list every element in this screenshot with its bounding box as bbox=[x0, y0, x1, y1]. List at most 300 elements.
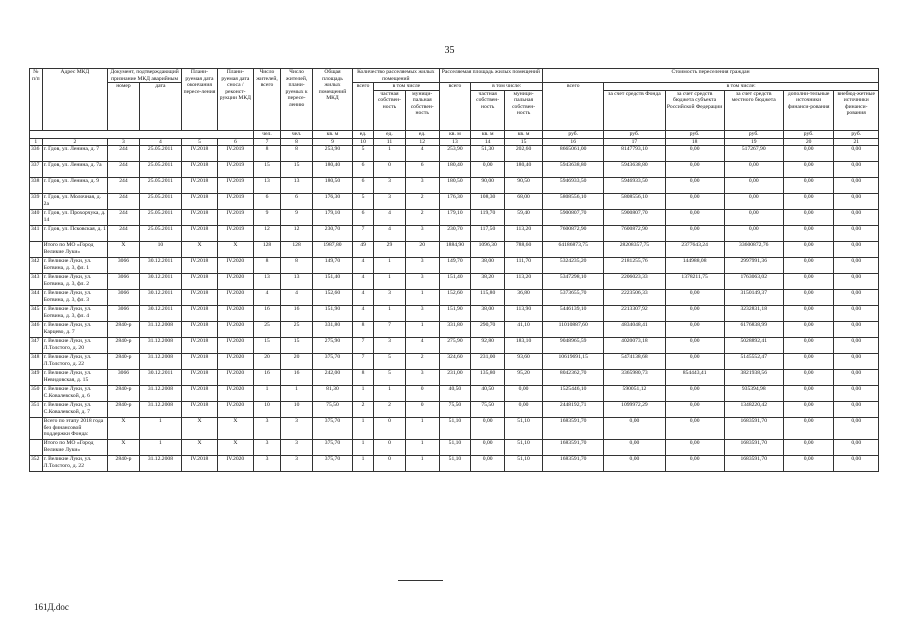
table-cell: 64186873,75 bbox=[543, 242, 604, 258]
units-row bbox=[30, 130, 879, 138]
column-number-cell: 15 bbox=[505, 138, 543, 146]
table-cell: 1525446,10 bbox=[543, 386, 604, 402]
table-cell: IV.2020 bbox=[217, 274, 253, 290]
residents-planned-header: Число жителей, плани-руемых к пересе-лению bbox=[281, 69, 313, 131]
table-cell: 149,70 bbox=[312, 258, 352, 274]
table-cell: 231,00 bbox=[471, 354, 505, 370]
table-cell: 3 bbox=[281, 456, 313, 472]
table-cell: 0,00 bbox=[604, 418, 665, 440]
table-cell: 1 bbox=[353, 418, 374, 440]
table-cell: 10 bbox=[253, 402, 280, 418]
table-cell: 75,50 bbox=[471, 402, 505, 418]
table-cell: 1 bbox=[405, 440, 439, 456]
doc-number-header: номер bbox=[108, 83, 140, 131]
table-cell: 5946933,50 bbox=[543, 178, 604, 194]
table-cell: 8 bbox=[253, 258, 280, 274]
table-cell: 8042362,70 bbox=[543, 370, 604, 386]
table-cell: 517267,90 bbox=[724, 146, 783, 162]
count-private-header: частная собствен-ность bbox=[374, 90, 406, 130]
table-cell: 31.12.2008 bbox=[139, 354, 181, 370]
table-cell: 3066 bbox=[108, 258, 140, 274]
table-cell: 152,60 bbox=[312, 290, 352, 306]
table-cell: 4020073,18 bbox=[604, 338, 665, 354]
table-cell: 176,30 bbox=[439, 194, 471, 210]
address-cell: г. Великие Луки, ул. Ботвина, д. 3, фл. 1 bbox=[42, 258, 107, 274]
unit-cell: руб. bbox=[604, 130, 665, 138]
table-cell: 31.12.2008 bbox=[139, 402, 181, 418]
table-cell: IV.2018 bbox=[182, 210, 218, 226]
address-cell: г. Великие Луки, ул. Л.Толстого, д. 20 bbox=[42, 338, 107, 354]
table-cell: 33600872,76 bbox=[724, 242, 783, 258]
planned-demolition-header: Плани-руемая дата сноса / реконст-рукции МКД bbox=[217, 69, 253, 131]
table-cell: 4 bbox=[405, 338, 439, 354]
table-cell: 0,00 bbox=[505, 402, 543, 418]
table-cell: 375,70 bbox=[312, 418, 352, 440]
table-cell: 38,20 bbox=[471, 274, 505, 290]
table-cell: 2840-р bbox=[108, 386, 140, 402]
column-number-cell: 13 bbox=[439, 138, 471, 146]
unit-cell: чел. bbox=[281, 130, 313, 138]
table-cell: 253,90 bbox=[439, 146, 471, 162]
table-cell: 11010887,60 bbox=[543, 322, 604, 338]
table-cell: 0,00 bbox=[665, 178, 724, 194]
table-cell: X bbox=[108, 418, 140, 440]
table-cell: 5946933,50 bbox=[604, 178, 665, 194]
table-cell: 144988,08 bbox=[665, 258, 724, 274]
table-cell: 0,00 bbox=[604, 456, 665, 472]
row-number-cell bbox=[30, 418, 43, 440]
table-cell: 51,30 bbox=[471, 146, 505, 162]
table-cell: 0,00 bbox=[834, 306, 879, 322]
table-cell: 275,90 bbox=[312, 338, 352, 354]
address-cell: г. Гдов, ул. Молочная, д. 2а bbox=[42, 194, 107, 210]
table-cell: 2 bbox=[405, 354, 439, 370]
table-cell: 15 bbox=[281, 162, 313, 178]
count-total-header: всего bbox=[353, 83, 374, 131]
table-body bbox=[30, 138, 879, 472]
table-cell: 1 bbox=[253, 386, 280, 402]
table-row bbox=[30, 274, 879, 290]
table-cell: 1 bbox=[374, 386, 406, 402]
table-cell: 93,60 bbox=[505, 354, 543, 370]
table-cell: 0,00 bbox=[783, 162, 834, 178]
table-cell: 253,90 bbox=[312, 146, 352, 162]
table-cell: 0,00 bbox=[834, 242, 879, 258]
footer-divider bbox=[398, 580, 443, 581]
table-cell: 113,90 bbox=[505, 306, 543, 322]
table-cell: 0,00 bbox=[834, 210, 879, 226]
table-cell: 2448192,71 bbox=[543, 402, 604, 418]
table-cell: 1 bbox=[405, 418, 439, 440]
table-cell: 13 bbox=[253, 274, 280, 290]
table-cell: 3 bbox=[253, 456, 280, 472]
table-cell: IV.2018 bbox=[182, 178, 218, 194]
address-cell: Итого по МО «Город Великие Луки» bbox=[42, 440, 107, 456]
table-cell: 5324235,20 bbox=[543, 258, 604, 274]
table-cell: 4 bbox=[353, 290, 374, 306]
table-cell: 3232831,18 bbox=[724, 306, 783, 322]
header-row-2 bbox=[30, 83, 879, 91]
row-number-cell: 343 bbox=[30, 274, 43, 290]
table-cell: 115,80 bbox=[471, 290, 505, 306]
table-cell: 16 bbox=[253, 370, 280, 386]
table-cell: 16 bbox=[281, 370, 313, 386]
table-cell: 180,50 bbox=[312, 178, 352, 194]
address-cell: г. Гдов, ул. Ленина, д. 9 bbox=[42, 178, 107, 194]
row-number-cell: 345 bbox=[30, 306, 43, 322]
table-cell: 183,10 bbox=[505, 338, 543, 354]
table-cell: 51,10 bbox=[439, 456, 471, 472]
column-number-cell: 17 bbox=[604, 138, 665, 146]
table-cell: 1 bbox=[353, 456, 374, 472]
table-cell: IV.2018 bbox=[182, 338, 218, 354]
table-cell: 9 bbox=[253, 210, 280, 226]
table-cell: 176,30 bbox=[312, 194, 352, 210]
table-cell: X bbox=[182, 440, 218, 456]
table-cell: 244 bbox=[108, 210, 140, 226]
table-cell: IV.2018 bbox=[182, 386, 218, 402]
table-cell: 0,00 bbox=[665, 418, 724, 440]
table-cell: 16 bbox=[281, 306, 313, 322]
table-cell: 25.05.2011 bbox=[139, 226, 181, 242]
table-cell: 180,40 bbox=[439, 162, 471, 178]
table-cell: 49 bbox=[353, 242, 374, 258]
table-cell: 31.12.2008 bbox=[139, 338, 181, 354]
column-number-cell: 14 bbox=[471, 138, 505, 146]
table-cell: 51,10 bbox=[439, 440, 471, 456]
table-cell: 1763063,02 bbox=[724, 274, 783, 290]
table-cell: IV.2020 bbox=[217, 386, 253, 402]
table-cell: 244 bbox=[108, 162, 140, 178]
table-cell: X bbox=[217, 242, 253, 258]
col-num-header: № п/п bbox=[30, 69, 43, 131]
table-cell: 0,00 bbox=[665, 386, 724, 402]
table-cell: 1683591,70 bbox=[543, 440, 604, 456]
table-cell: 0,00 bbox=[505, 386, 543, 402]
table-cell: 2377643,24 bbox=[665, 242, 724, 258]
column-number-cell: 5 bbox=[182, 138, 218, 146]
address-cell: г. Гдов, ул. Ленина, д. 7а bbox=[42, 162, 107, 178]
table-cell: IV.2018 bbox=[182, 162, 218, 178]
table-cell: 7600872,90 bbox=[604, 226, 665, 242]
table-cell: 0,00 bbox=[834, 274, 879, 290]
table-cell: 5373655,70 bbox=[543, 290, 604, 306]
table-cell: 0,00 bbox=[834, 386, 879, 402]
table-cell: 275,90 bbox=[439, 338, 471, 354]
row-number-cell: 347 bbox=[30, 338, 43, 354]
unit-cell: кв. м bbox=[312, 130, 352, 138]
table-cell: IV.2018 bbox=[182, 354, 218, 370]
planned-end-header: Плани-руемая дата окончания пересе-ления bbox=[182, 69, 218, 131]
table-cell: 4 bbox=[374, 226, 406, 242]
table-cell: 0 bbox=[405, 402, 439, 418]
table-cell: 0,00 bbox=[665, 354, 724, 370]
table-cell: 10 bbox=[139, 242, 181, 258]
table-row bbox=[30, 178, 879, 194]
table-cell: 25.05.2011 bbox=[139, 162, 181, 178]
table-cell: 113,20 bbox=[505, 226, 543, 242]
table-cell: 1683591,70 bbox=[543, 418, 604, 440]
table-cell: 3 bbox=[405, 178, 439, 194]
table-cell: 4 bbox=[281, 290, 313, 306]
table-cell: 5 bbox=[353, 194, 374, 210]
table-cell: 1096,30 bbox=[471, 242, 505, 258]
table-cell: 0 bbox=[405, 386, 439, 402]
table-cell: 5808556,10 bbox=[543, 194, 604, 210]
table-cell: 1 bbox=[374, 146, 406, 162]
row-number-cell: 338 bbox=[30, 178, 43, 194]
table-cell: X bbox=[108, 242, 140, 258]
table-cell: 1 bbox=[139, 440, 181, 456]
table-cell: 3 bbox=[253, 418, 280, 440]
table-cell: IV.2019 bbox=[217, 210, 253, 226]
table-cell: 375,70 bbox=[312, 456, 352, 472]
table-cell: 375,70 bbox=[312, 440, 352, 456]
table-cell: 1 bbox=[281, 386, 313, 402]
table-cell: 1884,90 bbox=[439, 242, 471, 258]
table-cell: IV.2020 bbox=[217, 306, 253, 322]
table-row bbox=[30, 146, 879, 162]
table-cell: 0,00 bbox=[665, 456, 724, 472]
table-cell: 0,00 bbox=[834, 322, 879, 338]
address-cell: г. Великие Луки, ул. Ботвина, д. 3, фл. 3 bbox=[42, 290, 107, 306]
table-cell: 4 bbox=[353, 306, 374, 322]
address-cell: г. Гдов, ул. Прохорчука, д. 14 bbox=[42, 210, 107, 226]
table-cell: 7600872,90 bbox=[543, 226, 604, 242]
table-cell: 25 bbox=[281, 322, 313, 338]
table-cell: IV.2018 bbox=[182, 274, 218, 290]
table-cell: 0,00 bbox=[783, 290, 834, 306]
table-cell: 30.12.2011 bbox=[139, 258, 181, 274]
table-cell: IV.2019 bbox=[217, 194, 253, 210]
table-cell: IV.2020 bbox=[217, 354, 253, 370]
unit-cell: кв. м bbox=[471, 130, 505, 138]
table-cell: 152,60 bbox=[439, 290, 471, 306]
table-cell: 13 bbox=[253, 178, 280, 194]
table-cell: 1 bbox=[405, 456, 439, 472]
table-cell: 15 bbox=[253, 162, 280, 178]
table-cell: 0,00 bbox=[783, 178, 834, 194]
table-cell: 25.05.2011 bbox=[139, 146, 181, 162]
table-cell: 3 bbox=[374, 194, 406, 210]
table-row bbox=[30, 322, 879, 338]
table-cell: 151,40 bbox=[312, 274, 352, 290]
table-cell: 0,00 bbox=[724, 178, 783, 194]
table-cell: 0,00 bbox=[783, 194, 834, 210]
table-cell: 15 bbox=[253, 338, 280, 354]
column-number-cell: 20 bbox=[783, 138, 834, 146]
table-cell: 0,00 bbox=[834, 338, 879, 354]
table-cell: 38,00 bbox=[471, 258, 505, 274]
document-header: Документ, подтверждающий признание МКД аварийным bbox=[108, 69, 182, 83]
address-cell: г. Великие Луки, ул. Л.Толстого, д. 22 bbox=[42, 456, 107, 472]
address-cell: г. Великие Луки, ул. Невидовская, д. 15 bbox=[42, 370, 107, 386]
table-cell: 8 bbox=[281, 146, 313, 162]
table-cell: 242,00 bbox=[312, 370, 352, 386]
total-area-header: Общая площадь жилых помещений МКД bbox=[312, 69, 352, 131]
table-cell: 6 bbox=[253, 194, 280, 210]
column-number-cell: 18 bbox=[665, 138, 724, 146]
column-number-cell: 2 bbox=[42, 138, 107, 146]
table-cell: 5474138,68 bbox=[604, 354, 665, 370]
table-cell: 1 bbox=[353, 440, 374, 456]
table-row bbox=[30, 354, 879, 370]
table-cell: 244 bbox=[108, 226, 140, 242]
table-cell: 8665061,00 bbox=[543, 146, 604, 162]
table-cell: 68,00 bbox=[505, 194, 543, 210]
table-cell: 5900807,70 bbox=[604, 210, 665, 226]
cost-total-header: всего bbox=[543, 83, 604, 131]
table-cell: 0,00 bbox=[665, 440, 724, 456]
table-row bbox=[30, 338, 879, 354]
table-cell: 2 bbox=[405, 210, 439, 226]
table-cell: IV.2018 bbox=[182, 322, 218, 338]
table-cell: 111,70 bbox=[505, 258, 543, 274]
table-cell: 25 bbox=[253, 322, 280, 338]
doc-date-header: дата bbox=[139, 83, 181, 131]
table-cell: 1 bbox=[374, 306, 406, 322]
table-cell: 5 bbox=[374, 370, 406, 386]
row-number-cell bbox=[30, 242, 43, 258]
table-cell: 3 bbox=[405, 306, 439, 322]
column-number-cell: 3 bbox=[108, 138, 140, 146]
table-cell: 0,00 bbox=[665, 194, 724, 210]
table-cell: 28208357,75 bbox=[604, 242, 665, 258]
table-cell: 230,70 bbox=[439, 226, 471, 242]
table-cell: 7 bbox=[374, 322, 406, 338]
table-cell: 3 bbox=[405, 370, 439, 386]
table-cell: 92,80 bbox=[471, 338, 505, 354]
residents-total-header: Число жителей, всего bbox=[253, 69, 280, 131]
row-number-cell: 339 bbox=[30, 194, 43, 210]
row-number-cell: 352 bbox=[30, 456, 43, 472]
table-cell: 1683591,70 bbox=[724, 418, 783, 440]
table-cell: 3066 bbox=[108, 306, 140, 322]
column-number-cell: 7 bbox=[253, 138, 280, 146]
table-cell: 2 bbox=[353, 402, 374, 418]
table-cell: 30.12.2011 bbox=[139, 306, 181, 322]
table-cell: 0,00 bbox=[834, 194, 879, 210]
column-number-cell: 10 bbox=[353, 138, 374, 146]
cost-regional-header: за счет средств бюджета субъекта Российской Федерации bbox=[665, 90, 724, 130]
row-number-cell: 342 bbox=[30, 258, 43, 274]
table-row bbox=[30, 226, 879, 242]
table-cell: IV.2018 bbox=[182, 290, 218, 306]
table-cell: 1 bbox=[374, 258, 406, 274]
table-cell: 25.05.2011 bbox=[139, 194, 181, 210]
table-cell: 151,40 bbox=[439, 274, 471, 290]
table-cell: IV.2019 bbox=[217, 162, 253, 178]
address-cell: г. Великие Луки, ул. Л.Толстого, д. 22 bbox=[42, 354, 107, 370]
table-cell: 4 bbox=[405, 146, 439, 162]
table-cell: 9048965,59 bbox=[543, 338, 604, 354]
table-cell: 0,00 bbox=[783, 402, 834, 418]
table-cell: 0,00 bbox=[724, 226, 783, 242]
table-cell: 5347298,10 bbox=[543, 274, 604, 290]
table-cell: 4 bbox=[353, 258, 374, 274]
table-cell: 0,00 bbox=[834, 418, 879, 440]
unit-cell: руб. bbox=[665, 130, 724, 138]
column-numbers-row bbox=[30, 138, 879, 146]
area-incl-header: в том числе: bbox=[471, 83, 543, 91]
table-cell: 6 bbox=[405, 162, 439, 178]
column-number-cell: 11 bbox=[374, 138, 406, 146]
row-number-cell: 336 bbox=[30, 146, 43, 162]
table-cell: 0,00 bbox=[604, 440, 665, 456]
table-cell: 331,80 bbox=[312, 322, 352, 338]
table-cell: 1 bbox=[405, 322, 439, 338]
row-number-cell bbox=[30, 440, 43, 456]
table-cell: IV.2018 bbox=[182, 194, 218, 210]
cost-excess-header: внебюд-жетные источники финанси-рования bbox=[834, 90, 879, 130]
table-cell: 3 bbox=[253, 440, 280, 456]
table-cell: 3 bbox=[281, 440, 313, 456]
table-cell: 119,70 bbox=[471, 210, 505, 226]
table-cell: 0,00 bbox=[665, 402, 724, 418]
table-cell: 1683591,70 bbox=[724, 456, 783, 472]
table-cell: 8147793,10 bbox=[604, 146, 665, 162]
table-cell: 0,00 bbox=[665, 290, 724, 306]
area-total-header: всего bbox=[439, 83, 471, 131]
table-cell: 20 bbox=[405, 242, 439, 258]
table-cell: 0,00 bbox=[665, 322, 724, 338]
unit-cell: чел. bbox=[253, 130, 280, 138]
table-cell: 25.05.2011 bbox=[139, 178, 181, 194]
table-cell: 2840-р bbox=[108, 338, 140, 354]
table-cell: 59,40 bbox=[505, 210, 543, 226]
table-cell: 179,10 bbox=[439, 210, 471, 226]
table-cell: 1987,80 bbox=[312, 242, 352, 258]
table-cell: 0,00 bbox=[783, 338, 834, 354]
header-row-1 bbox=[30, 69, 879, 83]
table-cell: 31.12.2008 bbox=[139, 322, 181, 338]
table-cell: 128 bbox=[281, 242, 313, 258]
table-cell: 5145552,47 bbox=[724, 354, 783, 370]
table-cell: 854443,41 bbox=[665, 370, 724, 386]
table-cell: 51,10 bbox=[439, 418, 471, 440]
table-cell: 4 bbox=[374, 210, 406, 226]
unit-cell: ед. bbox=[353, 130, 374, 138]
row-number-cell: 348 bbox=[30, 354, 43, 370]
table-cell: 1683591,70 bbox=[543, 456, 604, 472]
table-cell: 40,50 bbox=[471, 386, 505, 402]
table-cell: 90,50 bbox=[505, 178, 543, 194]
table-cell: 180,40 bbox=[505, 162, 543, 178]
table-cell: 3 bbox=[374, 290, 406, 306]
table-cell: 179,10 bbox=[312, 210, 352, 226]
cost-local-header: за счет средств местного бюджета bbox=[724, 90, 783, 130]
table-row bbox=[30, 210, 879, 226]
column-number-cell: 4 bbox=[139, 138, 181, 146]
table-cell: 81,30 bbox=[312, 386, 352, 402]
table-cell: 2840-р bbox=[108, 322, 140, 338]
table-cell: 0,00 bbox=[783, 258, 834, 274]
table-cell: 935394,98 bbox=[724, 386, 783, 402]
row-number-cell: 350 bbox=[30, 386, 43, 402]
table-cell: 149,70 bbox=[439, 258, 471, 274]
table-cell: 7 bbox=[353, 226, 374, 242]
table-cell: IV.2020 bbox=[217, 402, 253, 418]
table-row bbox=[30, 290, 879, 306]
table-cell: 0,00 bbox=[665, 226, 724, 242]
table-cell: 9 bbox=[281, 210, 313, 226]
table-cell: 3066 bbox=[108, 290, 140, 306]
row-number-cell: 341 bbox=[30, 226, 43, 242]
unit-cell: кв. м bbox=[505, 130, 543, 138]
table-row bbox=[30, 418, 879, 440]
table-cell: 0,00 bbox=[783, 274, 834, 290]
table-cell: 13 bbox=[281, 274, 313, 290]
